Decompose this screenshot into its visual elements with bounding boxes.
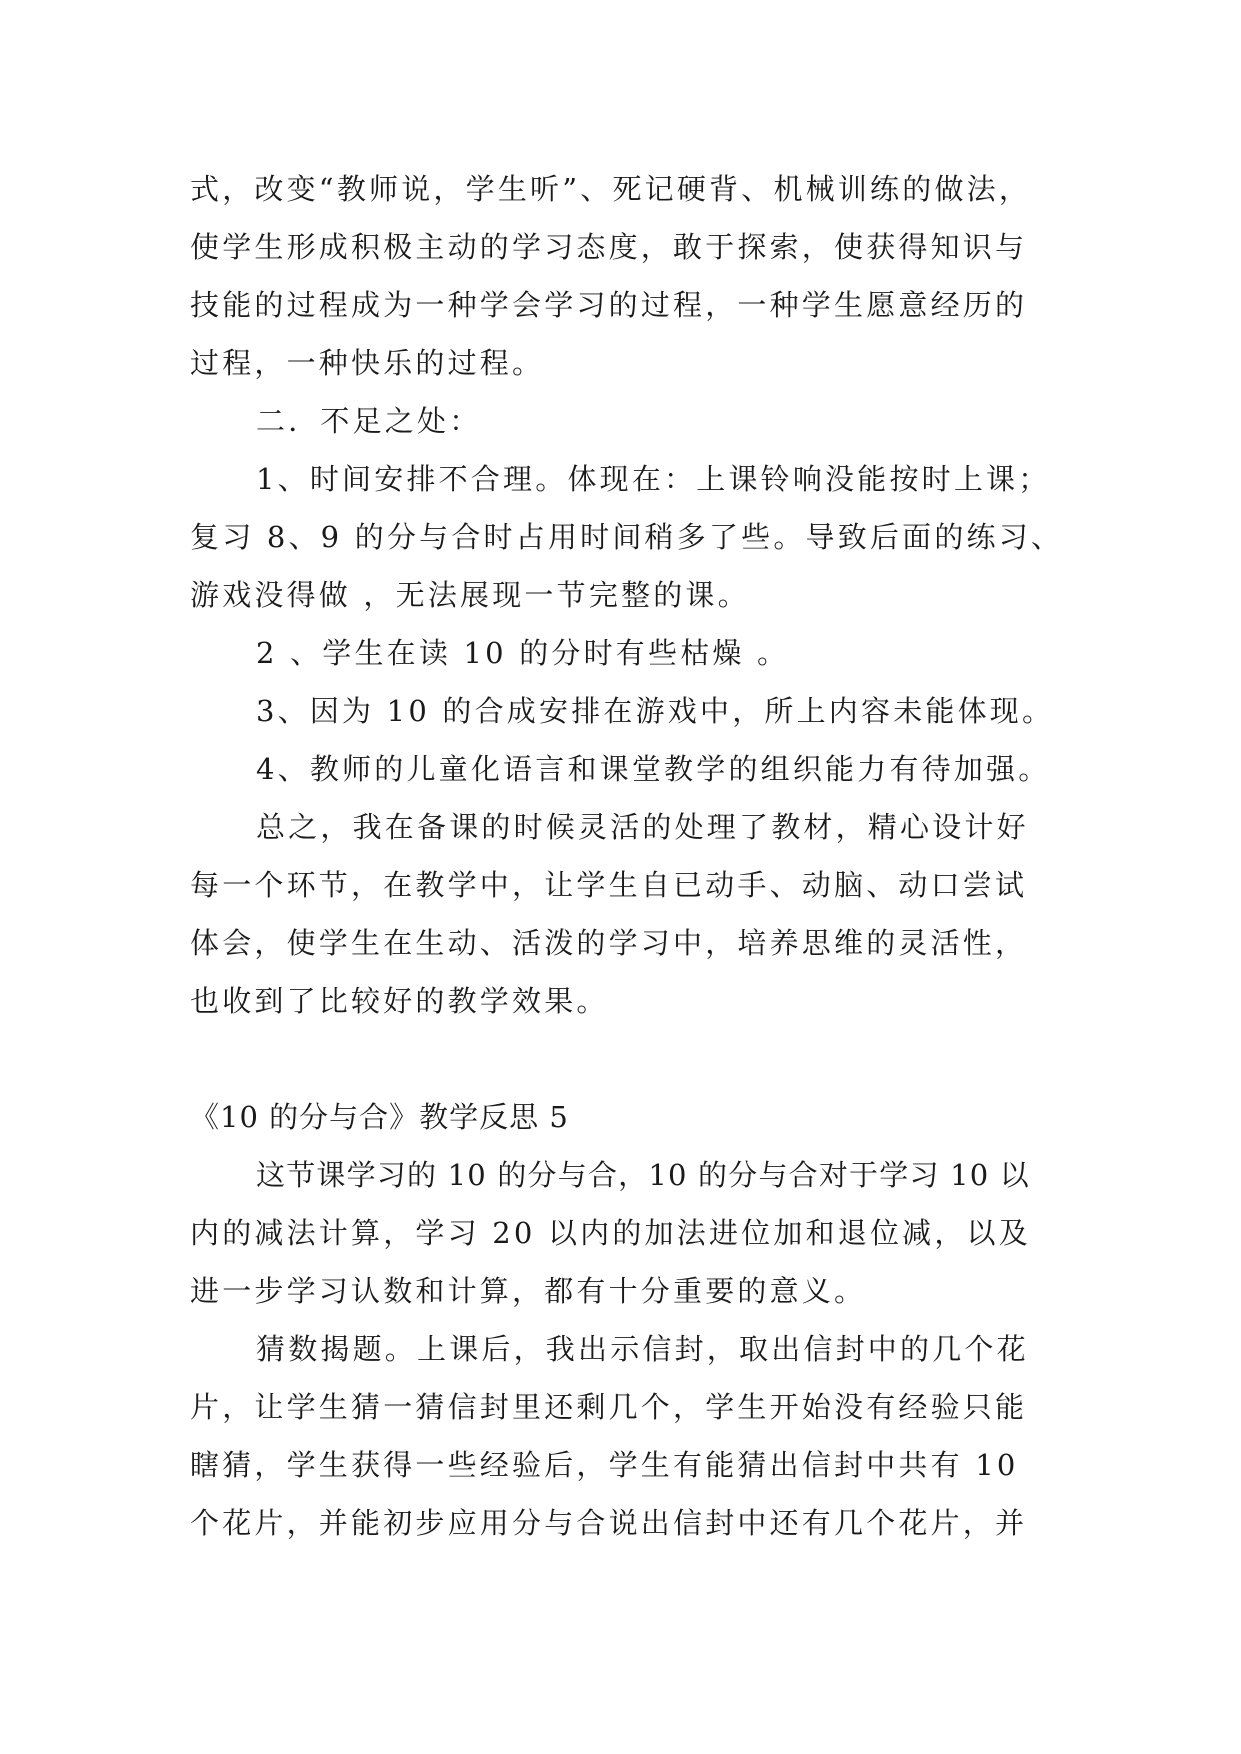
paragraph-line: 体会，使学生在生动、活泼的学习中，培养思维的灵活性，	[190, 926, 1028, 960]
section-heading: 二．不足之处：	[256, 404, 482, 438]
paragraph-line: 技能的过程成为一种学会学习的过程，一种学生愿意经历的	[190, 288, 1028, 322]
list-item-3: 3、因为 10 的合成安排在游戏中，所上内容未能体现。	[256, 694, 1055, 728]
paragraph-line: 内的减法计算，学习 20 以内的加法进位加和退位减，以及	[190, 1216, 1031, 1250]
paragraph-line: 游戏没得做 ，无法展现一节完整的课。	[190, 578, 750, 612]
article-title: 《10 的分与合》教学反思 5	[190, 1100, 569, 1134]
paragraph-line: 总之，我在备课的时候灵活的处理了教材，精心设计好	[256, 810, 1029, 844]
paragraph-line: 复习 8、9 的分与合时占用时间稍多了些。导致后面的练习、	[190, 520, 1064, 554]
paragraph-line: 片，让学生猜一猜信封里还剩几个，学生开始没有经验只能	[190, 1390, 1028, 1424]
list-item-2: 2 、学生在读 10 的分时有些枯燥 。	[256, 636, 790, 670]
paragraph-line: 使学生形成积极主动的学习态度，敢于探索，使获得知识与	[190, 230, 1028, 264]
paragraph-line: 瞎猜，学生获得一些经验后，学生有能猜出信封中共有 10	[190, 1448, 1019, 1482]
paragraph-line: 也收到了比较好的教学效果。	[190, 984, 609, 1018]
paragraph-line: 个花片，并能初步应用分与合说出信封中还有几个花片，并	[190, 1506, 1028, 1540]
paragraph-line: 每一个环节，在教学中，让学生自已动手、动脑、动口尝试	[190, 868, 1028, 902]
paragraph-line: 猜数揭题。上课后，我出示信封，取出信封中的几个花	[256, 1332, 1029, 1366]
paragraph-line: 式，改变“教师说，学生听”、死记硬背、机械训练的做法，	[190, 172, 1032, 206]
list-item-4: 4、教师的儿童化语言和课堂教学的组织能力有待加强。	[256, 752, 1051, 786]
list-item-1: 1、时间安排不合理。体现在：上课铃响没能按时上课；	[256, 462, 1051, 496]
paragraph-line: 进一步学习认数和计算，都有十分重要的意义。	[190, 1274, 867, 1308]
paragraph-line: 这节课学习的 10 的分与合，10 的分与合对于学习 10 以	[256, 1158, 1030, 1192]
paragraph-line: 过程，一种快乐的过程。	[190, 346, 545, 380]
